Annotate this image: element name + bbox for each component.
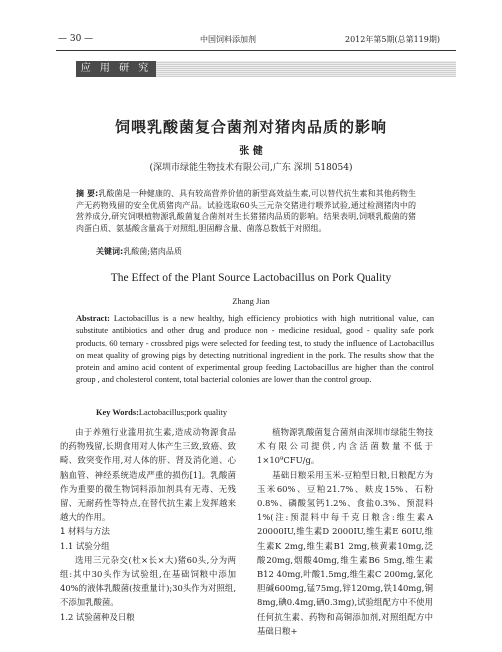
subsection-1-1-text: 选用三元杂交(杜×长×大)猪60头,分为两组:其中30头作为试验组,在基础饲粮中添加40%的液体乳酸菌(按重量计);30头作为对照组,不添加乳酸菌。 [60, 554, 236, 608]
keywords-text-cn: 乳酸菌;猪肉品质 [123, 247, 182, 256]
subsection-heading-1-1: 1.1 试验分组 [60, 540, 110, 551]
strain-paragraph: 植物源乳酸菌复合菌剂由深圳市绿能生物技术有限公司提供,内含活菌数量不低于1×10⁹CFU/g。 [257, 427, 433, 466]
intro-paragraph: 由于养殖行业滥用抗生素,造成动物源食品的药物残留,长期食用对人体产生三致,致癌、致畸、致突变作用,对人体的肝、肾及消化道、心脑血管、神经系统造成严重的损伤[1]。乳酸菌作为重要的微生物饲料添加剂具有无毒、无残留、无耐药性等特点,在替代抗生素上发挥越来越大的作用。 [60, 427, 236, 523]
abstract-label-en: Abstract: [76, 314, 110, 323]
abstract-text-cn: 乳酸菌是一种健康的、具有较高营养价值的新型高效益生素,可以替代抗生素和其他药物生产无药物残留的安全优质猪肉产品。试验选取60头三元杂交猪进行喂养试验,通过检测猪肉中的营养成分,研究饲喂植物源乳酸菌复合菌剂对生长猪猪肉品质的影响。结果表明,饲喂乳酸菌的猪肉蛋白质、氨基酸含量高于对照组,胆固醇含量、菌落总数低于对照组。 [76, 189, 416, 233]
abstract-text-en: Lactobacillus is a new healthy, high efficiency probiotics with high nutritional value, can substitute antibiotics and other drug and produce non - medicine residual, good - quality safe pork products. 60 ternary - crossbred pigs were selected for feeding test, to study the influence of Lactobacillus on meat quality of growing pigs by detecting nutritional ingredient in the pork. The results show that the protein and amino acid content of experimental group feeding Lactobacillus are higher than the control group , and cholesterol content, total bacterial colonies are lower than the control group. [76, 314, 435, 385]
author-en: Zhang Jian [232, 296, 270, 306]
issue-info: 2012年第5期(总第119期) [345, 35, 440, 44]
keywords-cn [96, 246, 182, 257]
section-tag: 应 用 研 究 [76, 61, 156, 77]
keywords-text-en: Lactobacillus;pork quality [138, 408, 228, 417]
abstract-cn [76, 188, 416, 234]
running-header [0, 34, 502, 48]
keywords-label-en: Key Words: [96, 408, 139, 417]
abstract-label-cn: 摘 要: [76, 189, 99, 198]
journal-name: 中国饲料添加剂 [200, 35, 256, 44]
body-column-right [257, 425, 433, 638]
page-number: — 30 — [58, 34, 94, 44]
section-band [76, 61, 456, 77]
author-cn: 张 健 [239, 146, 263, 157]
body-column-left [60, 425, 236, 624]
subsection-heading-1-2: 1.2 试验菌种及日粮 [60, 611, 135, 622]
keywords-label-cn: 关键词: [96, 247, 124, 256]
header-rule [56, 50, 456, 51]
affiliation-cn: (深圳市绿能生物技术有限公司,广东 深圳 518054) [149, 163, 353, 173]
article-title-cn: 饲喂乳酸菌复合菌剂对猪肉品质的影响 [114, 118, 387, 136]
abstract-en [76, 313, 434, 387]
section-heading-1: 1 材料与方法 [60, 526, 110, 537]
keywords-en [96, 408, 227, 417]
diet-paragraph: 基础日粮采用玉米-豆粕型日粮,日粮配方为玉米60%、豆粕21.7%、麸皮15%、石粉0.8%、磷酸氢钙1.2%、食盐0.3%、预混料1%(注:预混料中每千克日粮含:维生素A 20000IU,维生素D 2000IU,维生素E 60IU,维生素K 2mg,维生素B1 2mg,核黄素10mg,泛酸20mg,烟酸40mg,维生素B6 5mg,维生素B12 40mg,叶酸1.5mg,维生素C 200mg,氯化胆碱600mg,锰75mg,锌120mg,铁140mg,铜8mg,碘0.4mg,硒0.3mg),试验组配方中不使用任何抗生素、药物和高铜添加剂,对照组配方中基础日粮+ [257, 469, 433, 636]
article-title-en: The Effect of the Plant Source Lactobacillus on Pork Quality [110, 272, 392, 284]
